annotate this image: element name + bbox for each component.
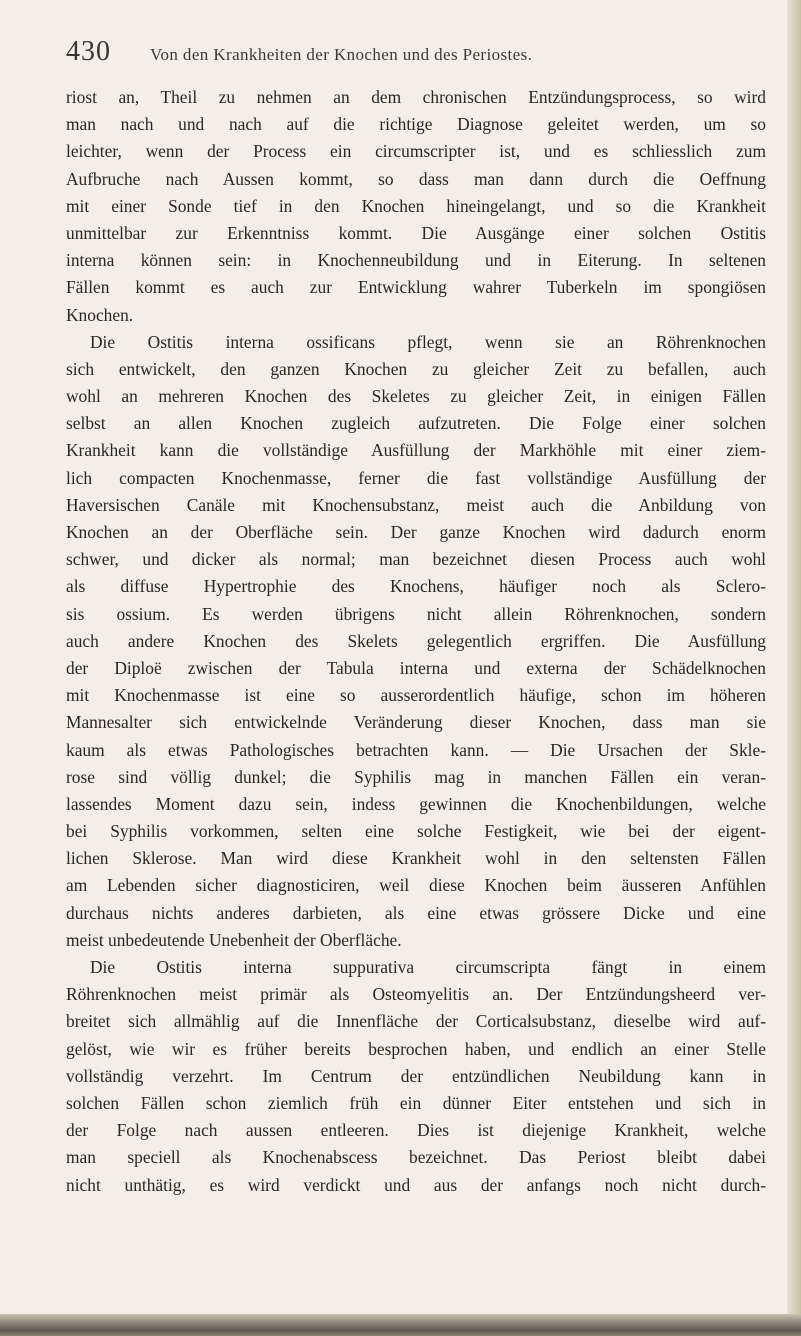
text-line: breitet sich allmählig auf die Innenfläche der Corticalsubstanz, dieselbe wird auf- [66,1011,766,1032]
text-line: Haversischen Canäle mit Knochensubstanz, meist auch die Anbildung von [66,494,766,515]
text-line: solchen Fällen schon ziemlich früh ein dünner Eiter entstehen und sich in [66,1092,766,1113]
text-line: mit einer Sonde tief in den Knochen hineingelangt, und so die Krankheit [66,195,766,216]
running-title: Von den Krankheiten der Knochen und des Periostes. [150,45,533,64]
page-number: 430 [66,36,111,67]
text-line: leichter, wenn der Process ein circumscripter ist, und es schliesslich zum [66,141,766,162]
page-edge [787,0,801,1336]
text-line: rose sind völlig dunkel; die Syphilis mag in manchen Fällen ein veran- [66,766,766,787]
text-line: am Lebenden sicher diagnosticiren, weil diese Knochen beim äusseren Anfühlen [66,875,766,896]
text-line: man nach und nach auf die richtige Diagnose geleitet werden, um so [66,114,766,135]
page-header [66,36,746,72]
text-line: man speciell als Knochenabscess bezeichnet. Das Periost bleibt dabei [66,1147,766,1168]
text-line: durchaus nichts anderes darbieten, als eine etwas grössere Dicke und eine [66,902,766,923]
text-line: Mannesalter sich entwickelnde Veränderung dieser Knochen, dass man sie [66,712,766,733]
text-line: interna können sein: in Knochenneubildung und in Eiterung. In seltenen [66,250,766,271]
text-line: lichen Sklerose. Man wird diese Krankheit wohl in den seltensten Fällen [66,848,766,869]
text-line: lassendes Moment dazu sein, indess gewinnen die Knochenbildungen, welche [66,793,766,814]
text-line: nicht unthätig, es wird verdickt und aus der anfangs noch nicht durch- [66,1174,766,1195]
text-line: wohl an mehreren Knochen des Skeletes zu gleicher Zeit, in einigen Fällen [66,386,766,407]
text-line: als diffuse Hypertrophie des Knochens, häufiger noch als Sclero- [66,576,766,597]
body-text [66,84,766,1199]
text-line: Knochen an der Oberfläche sein. Der ganze Knochen wird dadurch enorm [66,522,766,542]
text-line: meist unbedeutende Unebenheit der Oberfläche. [66,929,402,950]
text-line: der Folge nach aussen entleeren. Dies ist diejenige Krankheit, welche [66,1120,766,1141]
text-line: Röhrenknochen meist primär als Osteomyelitis an. Der Entzündungsheerd ver- [66,984,766,1005]
text-line: der Diploë zwischen der Tabula interna und externa der Schädelknochen [66,657,766,678]
text-line: bei Syphilis vorkommen, selten eine solche Festigkeit, wie bei der eigent- [66,821,766,842]
text-line: lich compacten Knochenmasse, ferner die fast vollständige Ausfüllung der [66,467,766,488]
text-line: Die Ostitis interna suppurativa circumscripta fängt in einem [90,957,766,977]
text-line: sich entwickelt, den ganzen Knochen zu gleicher Zeit zu befallen, auch [66,358,766,379]
text-line: Fällen kommt es auch zur Entwicklung wahrer Tuberkeln im spongiösen [66,277,766,298]
text-line: unmittelbar zur Erkenntniss kommt. Die Ausgänge einer solchen Ostitis [66,222,766,243]
text-line: sis ossium. Es werden übrigens nicht allein Röhrenknochen, sondern [66,603,766,624]
text-line: kaum als etwas Pathologisches betrachten kann. — Die Ursachen der Skle- [66,739,766,760]
text-line: mit Knochenmasse ist eine so ausserordentlich häufige, schon im höheren [66,685,766,706]
text-line: auch andere Knochen des Skelets gelegentlich ergriffen. Die Ausfüllung [66,630,766,651]
text-line: Die Ostitis interna ossificans pflegt, wenn sie an Röhrenknochen [90,331,766,352]
text-line: selbst an allen Knochen zugleich aufzutreten. Die Folge einer solchen [66,413,766,434]
text-line: riost an, Theil zu nehmen an dem chronischen Entzündungsprocess, so wird [66,87,766,107]
scan-bottom-edge [0,1314,801,1336]
text-line: gelöst, wie wir es früher bereits besprochen haben, und endlich an einer Stelle [66,1038,766,1059]
text-line: schwer, und dicker als normal; man bezeichnet diesen Process auch wohl [66,549,766,570]
text-line: Aufbruche nach Aussen kommt, so dass man dann durch die Oeffnung [66,168,766,189]
text-line: vollständig verzehrt. Im Centrum der entzündlichen Neubildung kann in [66,1065,766,1086]
text-line: Knochen. [66,304,134,325]
text-line: Krankheit kann die vollständige Ausfüllung der Markhöhle mit einer ziem- [66,440,766,461]
